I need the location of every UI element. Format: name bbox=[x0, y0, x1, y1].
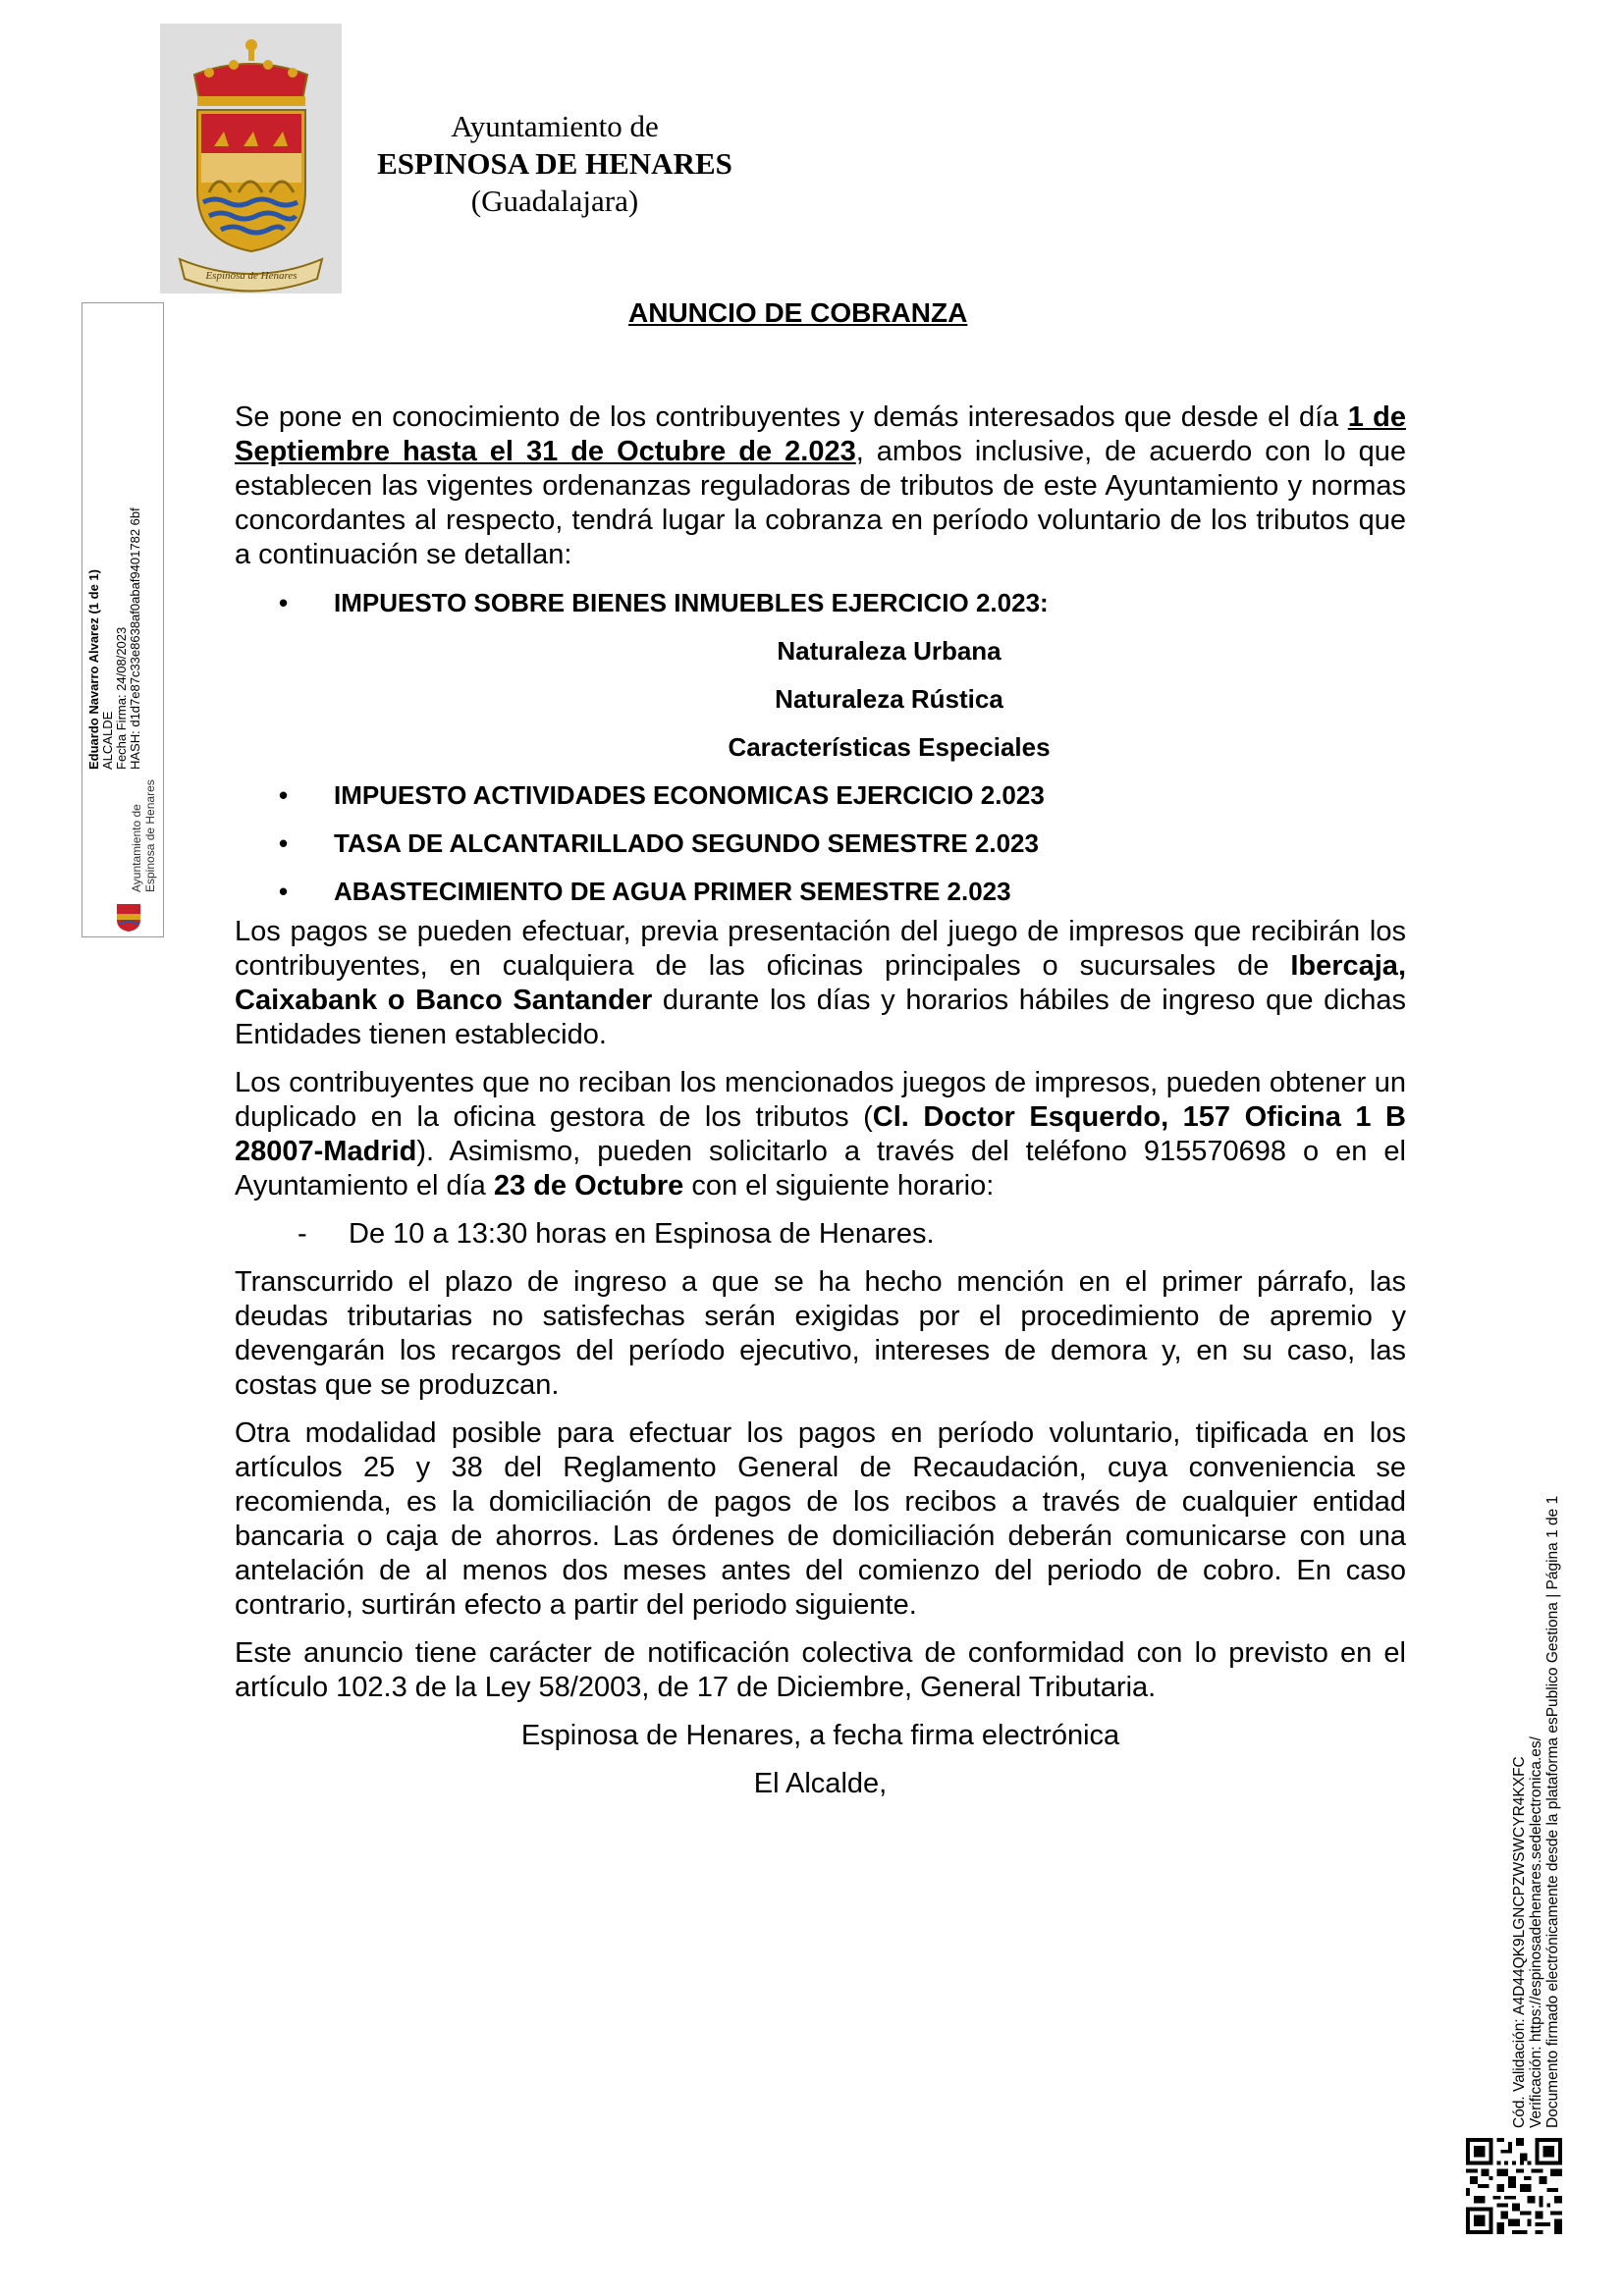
paragraph-payment: Los pagos se pueden efectuar, previa presentación del juego de impresos que recibirán los contribuyentes, en cualquiera de las oficinas principales o sucursales de Ibercaja, Caixabank o Banco Santander durante los días y horarios hábiles de ingreso que dichas Entidades tienen establecido. bbox=[235, 916, 1406, 1050]
verification-url[interactable]: Verificación: https://espinosadehenares.sedelectronica.es/ bbox=[1528, 1736, 1544, 2128]
paragraph-notification: Este anuncio tiene carácter de notificación colectiva de conformidad con lo previsto en el artículo 102.3 de la Ley 58/2003, de 17 de Diciembre, General Tributaria. bbox=[235, 1637, 1406, 1703]
paragraph-enforcement: Transcurrido el plazo de ingreso a que se ha hecho mención en el primer párrafo, las deudas tributarias no satisfechas serán exigidas por el procedimiento de apremio y devengarán los recargos del período ejecutivo, intereses de demora y, en su caso, las costas que se produzcan. bbox=[235, 1266, 1406, 1401]
signer-name: Eduardo Navarro Alvarez (1 de 1) bbox=[86, 569, 101, 770]
validation-code: Cód. Validación: A4D44QK9LGNCPZWSWCYR4KXFC bbox=[1511, 1756, 1528, 2128]
bullet-item: • TASA DE ALCANTARILLADO SEGUNDO SEMESTRE 2.023 bbox=[279, 828, 1039, 858]
bullet-item: • IMPUESTO ACTIVIDADES ECONOMICAS EJERCICIO 2.023 bbox=[279, 780, 1045, 810]
org-line1: Ayuntamiento de bbox=[451, 109, 659, 143]
bullet-item: • IMPUESTO SOBRE BIENES INMUEBLES EJERCICIO 2.023: bbox=[279, 588, 1049, 617]
signature-stamp bbox=[81, 302, 164, 937]
signature-hash: HASH: d1d7e87c33e8638af0abaf9401782 6bf bbox=[128, 507, 142, 770]
mini-crest-icon bbox=[114, 900, 143, 932]
office-address: Cl. Doctor Esquerdo, 157 Oficina 1 B 28007-Madrid bbox=[235, 1101, 1406, 1167]
stamp-org-line1: Ayuntamiento de bbox=[130, 804, 143, 892]
crest-logo bbox=[160, 24, 342, 294]
crest-banner-text: Espinosa de Henares bbox=[205, 270, 298, 282]
signature-date: Fecha Firma: 24/08/2023 bbox=[114, 626, 129, 770]
office-date: 23 de Octubre bbox=[493, 1170, 684, 1201]
qr-code-icon bbox=[1466, 2138, 1562, 2234]
signer-role-line: El Alcalde, bbox=[753, 1768, 888, 1799]
document-title: ANUNCIO DE COBRANZA bbox=[628, 297, 968, 328]
coat-of-arms-icon bbox=[160, 24, 342, 294]
collection-period: 1 de Septiembre hasta el 31 de Octubre de 2.023 bbox=[235, 401, 1407, 467]
schedule-item: - De 10 a 13:30 horas en Espinosa de Henares. bbox=[298, 1218, 935, 1250]
ibi-subitem: Naturaleza Urbana bbox=[777, 636, 1001, 666]
signed-document-note: Documento firmado electrónicamente desde la plataforma esPublico Gestiona | Página 1 de 1 bbox=[1544, 1495, 1561, 2128]
stamp-org-line2: Espinosa de Henares bbox=[143, 779, 157, 892]
org-province: (Guadalajara) bbox=[470, 184, 639, 218]
paragraph-intro: Se pone en conocimiento de los contribuyentes y demás interesados que desde el día 1 de Septiembre hasta el 31 de Octubre de 2.023, ambos inclusive, de acuerdo con lo que establecen las vigentes ordenanzas reguladoras de tributos de este Ayuntamiento y normas concordantes al respecto, tendrá lugar la cobranza en período voluntario de los tributos que a continuación se detallan: bbox=[235, 401, 1407, 570]
signer-role: ALCALDE bbox=[100, 711, 115, 770]
bullet-item: • ABASTECIMIENTO DE AGUA PRIMER SEMESTRE 2.023 bbox=[279, 877, 1011, 906]
paragraph-direct-debit: Otra modalidad posible para efectuar los pagos en período voluntario, tipificada en los artículos 25 y 38 del Reglamento General de Recaudación, cuya conveniencia se recomienda, es la domiciliación de pagos de los recibos a través de cualquier entidad bancaria o caja de ahorros. Las órdenes de domiciliación deberán comunicarse con una antelación de al menos dos meses antes del comienzo del periodo de cobro. En caso contrario, surtirán efecto a partir del periodo siguiente. bbox=[235, 1417, 1406, 1621]
ibi-subitem: Características Especiales bbox=[728, 732, 1051, 762]
ibi-subitem: Naturaleza Rústica bbox=[775, 684, 1003, 714]
org-name: ESPINOSA DE HENARES bbox=[377, 146, 732, 181]
document-body bbox=[235, 400, 1406, 1815]
organization-header bbox=[324, 108, 785, 220]
paragraph-duplicates: Los contribuyentes que no reciban los mencionados juegos de impresos, pueden obtener un duplicado en la oficina gestora de los tributos (Cl. Doctor Esquerdo, 157 Oficina 1 B 28007-Madrid). Asimismo, pueden solicitarlo a través del teléfono 915570698 o en el Ayuntamiento el día 23 de Octubre con el siguiente horario: bbox=[235, 1067, 1406, 1201]
closing-line: Espinosa de Henares, a fecha firma electrónica bbox=[520, 1720, 1120, 1751]
bank-names: Ibercaja, Caixabank o Banco Santander bbox=[235, 950, 1406, 1016]
